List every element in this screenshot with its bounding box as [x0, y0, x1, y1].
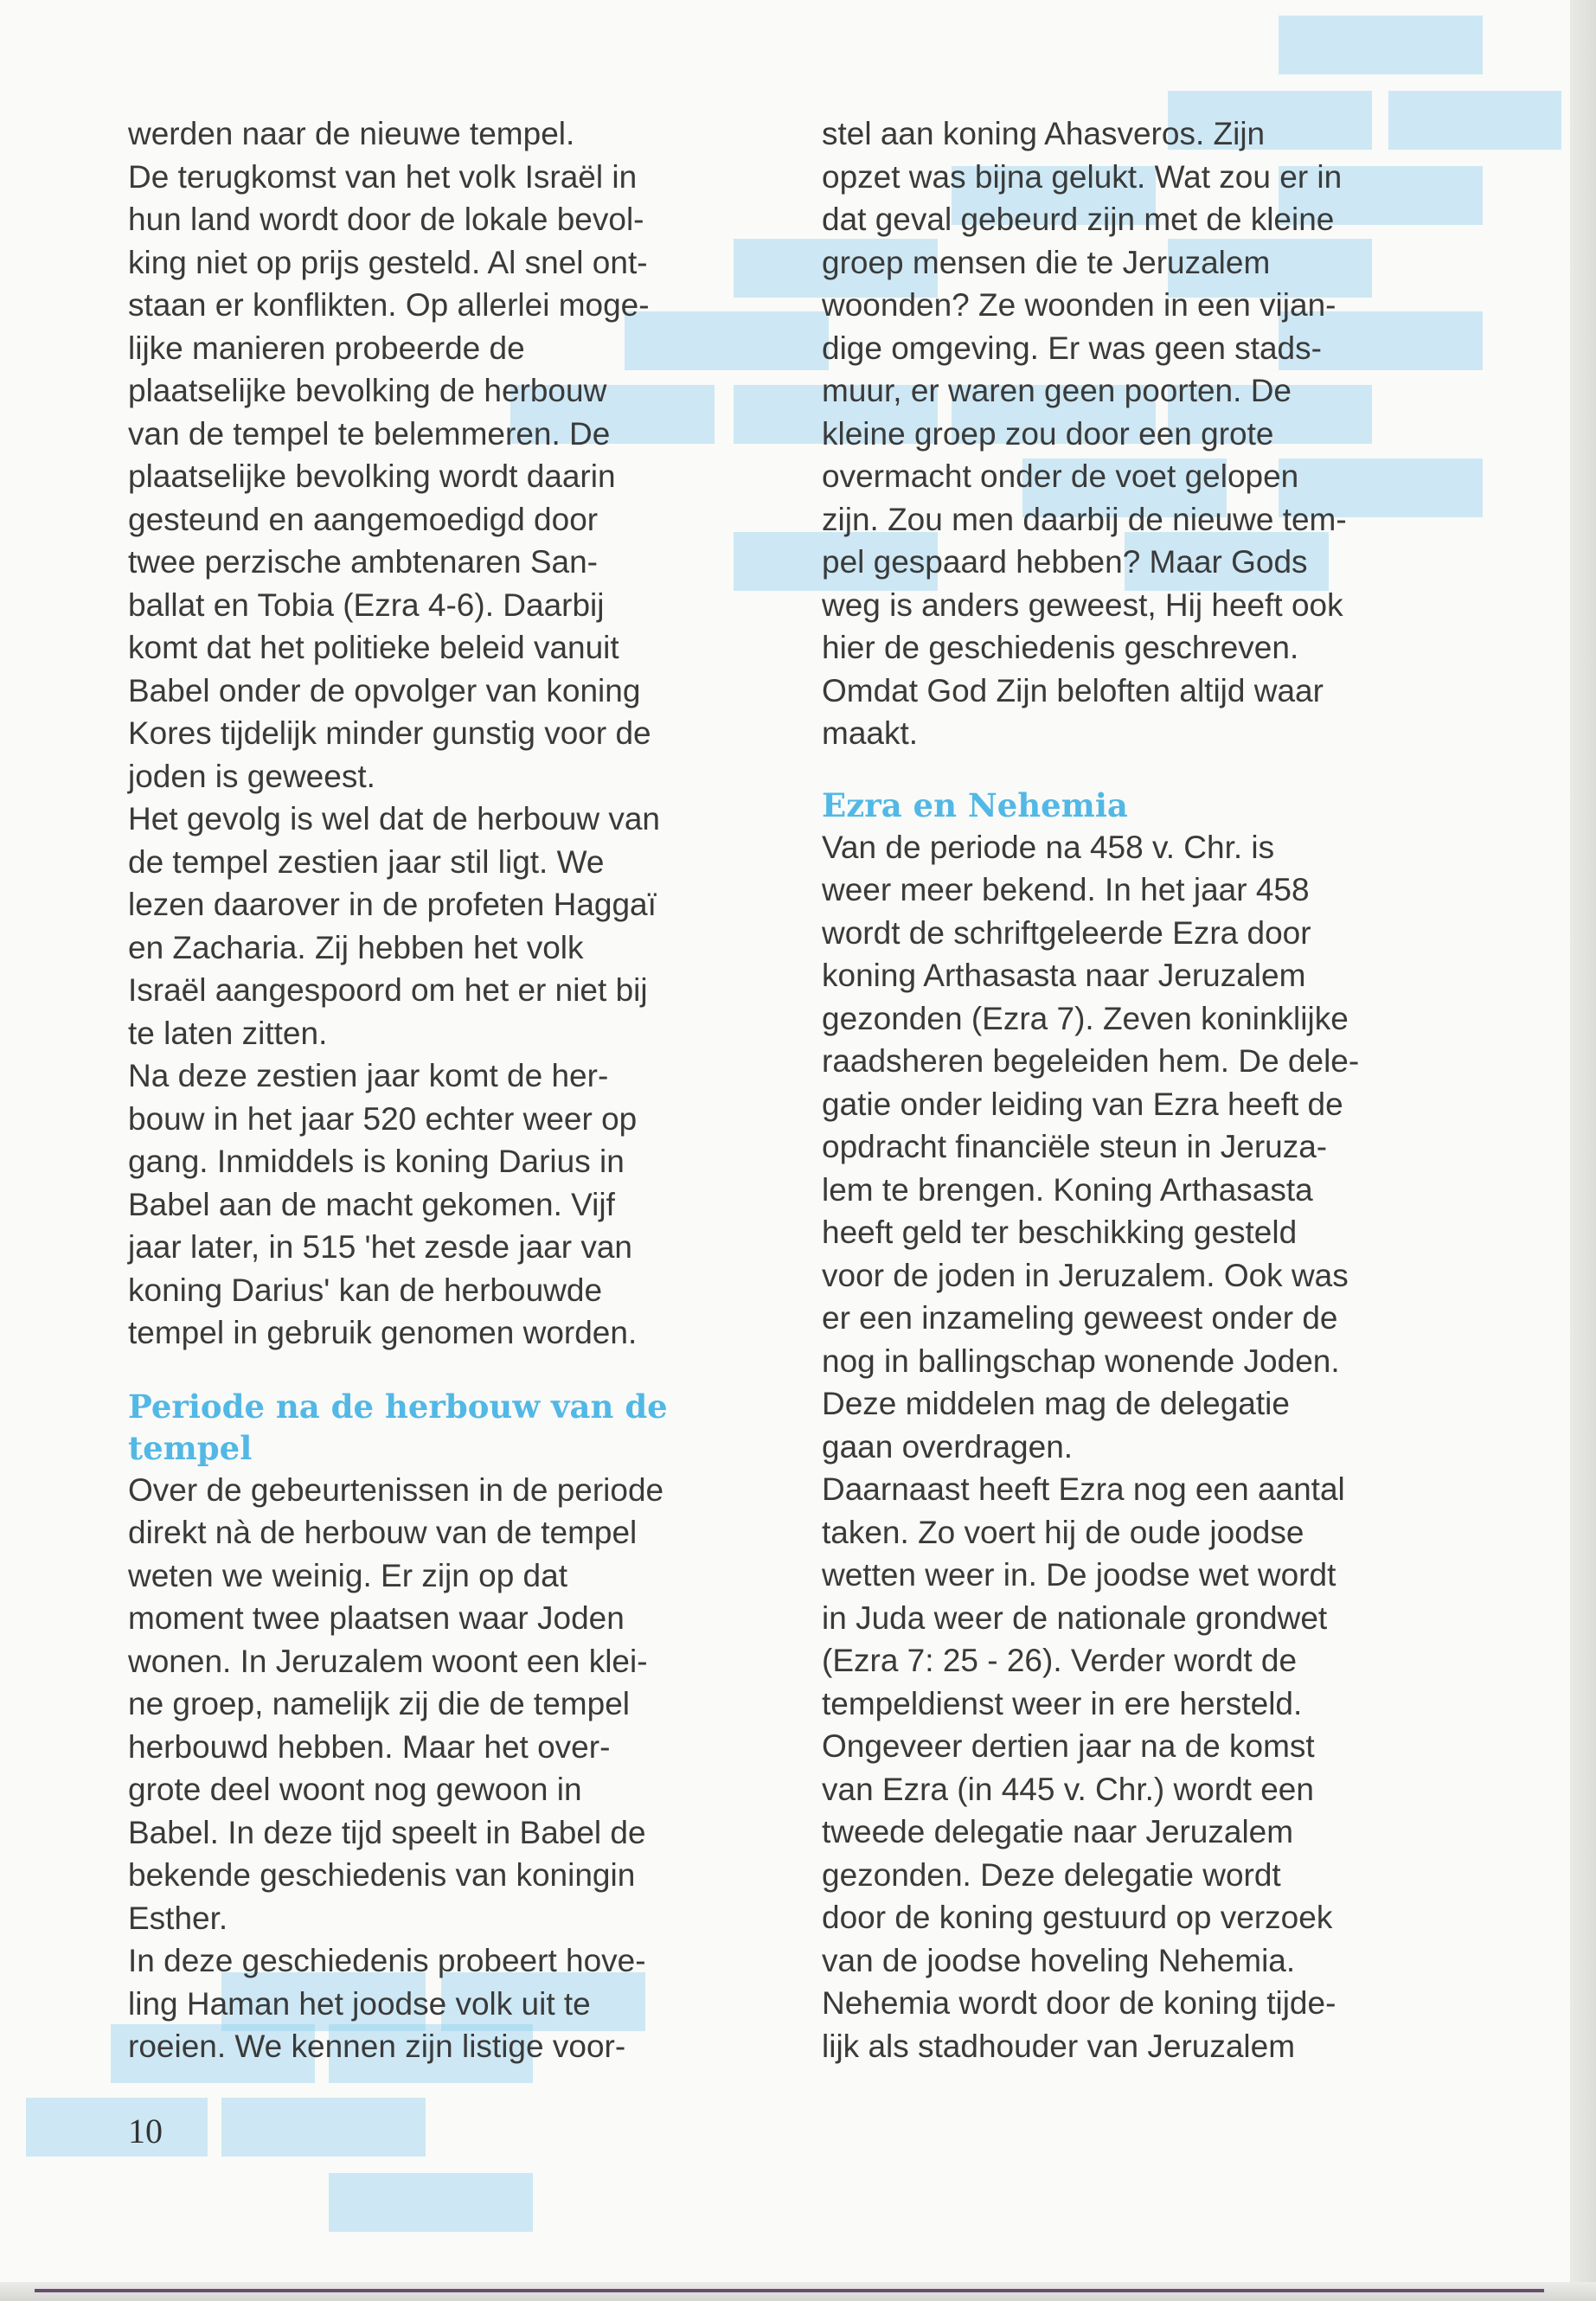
text-line: tempeldienst weer in ere hersteld.: [822, 1685, 1303, 1721]
text-line: direkt nà de herbouw van de tempel: [128, 1515, 638, 1550]
text-line: kleine groep zou door een grote: [822, 415, 1274, 452]
paragraph-block: [128, 112, 747, 1355]
text-line: muur, er waren geen poorten. De: [822, 373, 1292, 408]
text-line: bekende geschiedenis van koningin: [128, 1857, 636, 1893]
text-line: Over de gebeurtenissen in de periode: [128, 1471, 664, 1508]
text-line: weten we weinig. Er zijn op dat: [128, 1557, 567, 1593]
text-line: Daarnaast heeft Ezra nog een aantal: [822, 1471, 1345, 1507]
text-line: hier de geschiedenis geschreven.: [822, 630, 1299, 665]
text-line: gezonden. Deze delegatie wordt: [822, 1856, 1281, 1893]
text-line: Esther.: [128, 1900, 228, 1936]
text-line: Deze middelen mag de delegatie: [822, 1386, 1290, 1421]
text-line: Kores tijdelijk minder gunstig voor de: [128, 715, 651, 751]
text-line: lem te brengen. Koning Arthasasta: [822, 1171, 1313, 1208]
section-heading-periode: [128, 1386, 747, 1469]
text-line: Nehemia wordt door de koning tijde-: [822, 1985, 1336, 2021]
text-line: Israël aangespoord om het er niet bij: [128, 972, 648, 1008]
text-line: Omdat God Zijn beloften altijd waar: [822, 672, 1324, 708]
text-line: woonden? Ze woonden in een vijan-: [822, 287, 1336, 323]
text-line: Het gevolg is wel dat de herbouw van: [128, 801, 660, 836]
page-edge-shadow: [1570, 0, 1596, 2301]
text-line: te laten zitten.: [128, 1015, 328, 1051]
text-line: van de joodse hoveling Nehemia.: [822, 1942, 1296, 1978]
text-line: er een inzameling geweest onder de: [822, 1300, 1338, 1336]
section-heading-ezra-nehemia: Ezra en Nehemia: [822, 785, 1128, 824]
text-line: Na deze zestien jaar komt de her-: [128, 1058, 609, 1093]
deco-block: [329, 2173, 533, 2232]
text-line: wonen. In Jeruzalem woont een klei-: [128, 1643, 648, 1679]
text-line: Babel. In deze tijd speelt in Babel de: [128, 1814, 646, 1850]
text-line: Ongeveer dertien jaar na de komst: [822, 1728, 1315, 1764]
text-line: en Zacharia. Zij hebben het volk: [128, 929, 584, 965]
paragraph-block: [822, 112, 1445, 755]
text-line: gesteund en aangemoedigd door: [128, 501, 599, 537]
text-line: In deze geschiedenis probeert hove-: [128, 1943, 646, 1978]
text-line: Babel aan de macht gekomen. Vijf: [128, 1186, 615, 1222]
section-heading-line: tempel: [128, 1428, 253, 1467]
paragraph-block: [128, 1469, 747, 2068]
text-line: maakt.: [822, 715, 919, 751]
text-line: in Juda weer de nationale grondwet: [822, 1599, 1328, 1636]
deco-block: [26, 2098, 208, 2157]
page-number: 10: [128, 2112, 163, 2150]
text-line: stel aan koning Ahasveros. Zijn: [822, 116, 1266, 151]
text-line: wordt de schriftgeleerde Ezra door: [822, 914, 1311, 951]
left-column: [128, 112, 747, 2068]
right-column: [822, 112, 1445, 2067]
text-line: voor de joden in Jeruzalem. Ook was: [822, 1257, 1349, 1293]
text-line: herbouwd hebben. Maar het over-: [128, 1728, 611, 1765]
page-bottom-edge: [0, 2282, 1596, 2301]
text-line: grote deel woont nog gewoon in: [128, 1772, 582, 1807]
text-line: jaar later, in 515 'het zesde jaar van: [128, 1229, 632, 1265]
text-line: (Ezra 7: 25 - 26). Verder wordt de: [822, 1643, 1298, 1678]
text-line: plaatselijke bevolking de herbouw: [128, 373, 607, 408]
text-line: wetten weer in. De joodse wet wordt: [822, 1557, 1336, 1593]
text-line: nog in ballingschap wonende Joden.: [822, 1343, 1340, 1379]
text-line: bouw in het jaar 520 echter weer op: [128, 1100, 638, 1137]
text-line: ne groep, namelijk zij die de tempel: [128, 1686, 630, 1721]
text-line: pel gespaard hebben? Maar Gods: [822, 544, 1308, 580]
text-line: Babel onder de opvolger van koning: [128, 672, 641, 708]
text-line: lezen daarover in de profeten Haggaï: [128, 887, 657, 922]
text-line: moment twee plaatsen waar Joden: [128, 1600, 625, 1636]
text-line: dat geval gebeurd zijn met de kleine: [822, 202, 1335, 237]
text-line: werden naar de nieuwe tempel.: [128, 116, 575, 151]
text-line: De terugkomst van het volk Israël in: [128, 158, 638, 195]
deco-block: [1279, 16, 1483, 74]
text-line: gaan overdragen.: [822, 1428, 1074, 1465]
text-line: lijke manieren probeerde de: [128, 330, 525, 366]
text-line: heeft geld ter beschikking gesteld: [822, 1215, 1298, 1250]
text-line: twee perzische ambtenaren San-: [128, 544, 598, 580]
text-line: gezonden (Ezra 7). Zeven koninklijke: [822, 1000, 1349, 1036]
text-line: tweede delegatie naar Jeruzalem: [822, 1814, 1294, 1849]
text-line: overmacht onder de voet gelopen: [822, 458, 1299, 494]
text-line: king niet op prijs gesteld. Al snel ont-: [128, 244, 648, 280]
text-line: gang. Inmiddels is koning Darius in: [128, 1144, 625, 1179]
text-line: opdracht financiële steun in Jeruza-: [822, 1129, 1328, 1164]
text-line: zijn. Zou men daarbij de nieuwe tem-: [822, 501, 1347, 537]
text-line: hun land wordt door de lokale bevol-: [128, 202, 644, 237]
text-line: plaatselijke bevolking wordt daarin: [128, 458, 616, 494]
text-line: joden is geweest.: [128, 758, 375, 794]
text-line: ling Haman het joodse volk uit te: [128, 1985, 591, 2022]
text-line: van Ezra (in 445 v. Chr.) wordt een: [822, 1771, 1314, 1807]
text-line: Van de periode na 458 v. Chr. is: [822, 829, 1275, 865]
text-line: door de koning gestuurd op verzoek: [822, 1900, 1333, 1935]
text-line: de tempel zestien jaar stil ligt. We: [128, 843, 605, 880]
text-line: gatie onder leiding van Ezra heeft de: [822, 1086, 1343, 1122]
text-line: roeien. We kennen zijn listige voor-: [128, 2029, 626, 2064]
text-line: staan er konflikten. Op allerlei moge-: [128, 287, 650, 323]
text-line: tempel in gebruik genomen worden.: [128, 1315, 638, 1350]
text-line: opzet was bijna gelukt. Wat zou er in: [822, 158, 1343, 195]
section-heading-line: Periode na de herbouw van de: [128, 1387, 668, 1426]
text-line: van de tempel te belemmeren. De: [128, 415, 611, 452]
text-line: komt dat het politieke beleid vanuit: [128, 630, 619, 665]
paragraph-block: [822, 826, 1445, 2068]
deco-block: [221, 2098, 426, 2157]
text-line: taken. Zo voert hij de oude joodse: [822, 1514, 1304, 1550]
text-line: lijk als stadhouder van Jeruzalem: [822, 2028, 1296, 2064]
text-line: groep mensen die te Jeruzalem: [822, 244, 1271, 280]
text-line: ballat en Tobia (Ezra 4-6). Daarbij: [128, 586, 605, 623]
text-line: koning Arthasasta naar Jeruzalem: [822, 958, 1306, 993]
text-line: weg is anders geweest, Hij heeft ook: [822, 586, 1343, 623]
text-line: weer meer bekend. In het jaar 458: [822, 872, 1310, 907]
text-line: raadsheren begeleiden hem. De dele-: [822, 1043, 1360, 1079]
text-line: koning Darius' kan de herbouwde: [128, 1272, 603, 1308]
text-line: dige omgeving. Er was geen stads-: [822, 330, 1322, 366]
